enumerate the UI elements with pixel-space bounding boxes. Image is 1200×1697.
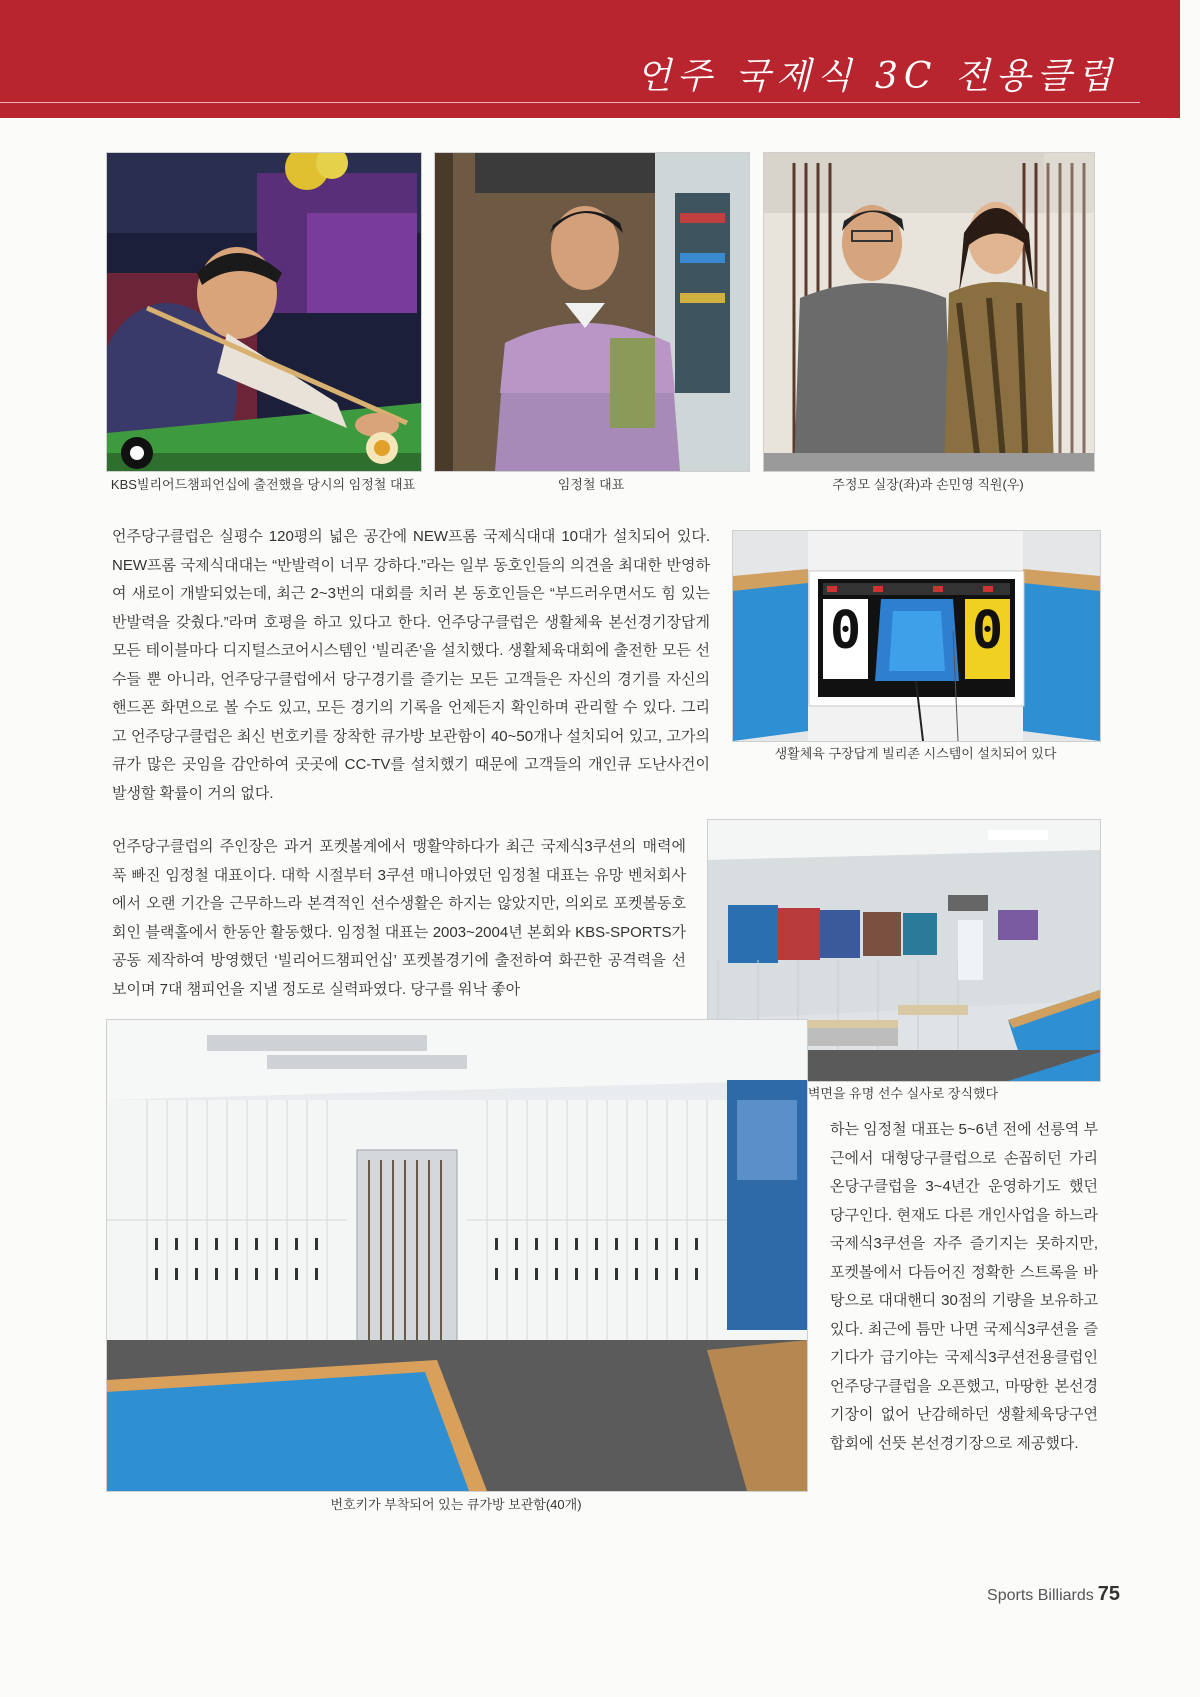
- photo-scoreboard-system: [732, 530, 1101, 742]
- header-divider: [0, 102, 1140, 103]
- photo-owner-portrait: [434, 152, 750, 472]
- caption-photo-4: 생활체육 구장답게 빌리존 시스템이 설치되어 있다: [774, 746, 1057, 761]
- photo-cue-lockers: [106, 1019, 808, 1492]
- caption-photo-5: 벽면을 유명 선수 실사로 장식했다: [807, 1086, 999, 1101]
- caption-photo-3: 주정모 실장(좌)과 손민영 직원(우): [832, 477, 1024, 492]
- magazine-name: Sports Billiards: [987, 1587, 1094, 1604]
- score-left: 0: [829, 601, 862, 661]
- article-paragraph-2: 언주당구클럽의 주인장은 과거 포켓볼계에서 맹활약하다가 최근 국제식3쿠션의 매력에 푹 빠진 임정철 대표이다. 대학 시절부터 3쿠션 매니아였던 임정철 대표는 유망 벤처회사에서 오랜 기간을 근무하느라 본격적인 선수생활은 하지는 않았지만, 의외로 포켓볼동호회인 블랙홀에서 한동안 활동했다. 임정철 대표는 2003~2004년 본회와 KBS-SPORTS가 공동 제작하여 방영했던 ‘빌리어드챔피언십’ 포켓볼경기에 출전하여 화끈한 공격력을 선보이며 7대 챔피언을 지낼 정도로 실력파였다. 당구를 워낙 좋아: [112, 838, 686, 998]
- caption-photo-6: 번호키가 부착되어 있는 큐가방 보관함(40개): [330, 1497, 582, 1512]
- score-right: 0: [971, 601, 1004, 661]
- page-number: 75: [1097, 1583, 1120, 1605]
- page-footer: [987, 1583, 1120, 1606]
- article-paragraph-1: 언주당구클럽은 실평수 120평의 넓은 공간에 NEW프롬 국제식대대 10대가 설치되어 있다. NEW프롬 국제식대대는 “반발력이 너무 강하다.”라는 일부 동호인들의 의견을 최대한 반영하여 새로이 개발되었는데, 최근 2~3번의 대회를 치러 본 동호인들은 “부드러우면서도 힘 있는 반발력을 갖췄다.”라며 호평을 하고 있다고 한다. 언주당구클럽은 생활체육 본선경기장답게 모든 테이블마다 디지털스코어시스템인 ‘빌리존’을 설치했다. 생활체육대회에 출전한 모든 선수들 뿐 아니라, 언주당구클럽에서 당구경기를 즐기는 모든 고객들은 자신의 경기를 자신의 핸드폰 화면으로 볼 수도 있고, 모든 경기의 기록을 언제든지 확인하며 관리할 수 있다. 그리고 언주당구클럽은 최신 번호키를 장착한 큐가방 보관함이 40~50개나 설치되어 있고, 고가의 큐가 많은 곳임을 감안하여 곳곳에 CC-TV를 설치했기 때문에 고객들의 개인큐 도난사건이 발생할 확률이 거의 없다.: [112, 528, 710, 802]
- caption-photo-2: 임정철 대표: [557, 477, 625, 492]
- header-title: 언주 국제식 3C 전용클럽: [636, 56, 1118, 97]
- caption-photo-1: KBS빌리어드챔피언십에 출전했을 당시의 임정철 대표: [110, 477, 416, 492]
- photo-player-shooting: [106, 152, 422, 472]
- article-paragraph-3: 하는 임정철 대표는 5~6년 전에 선릉역 부근에서 대형당구클럽으로 손꼽히던 가리온당구클럽을 3~4년간 운영하기도 했던 당구인다. 현재도 다른 개인사업을 하느라 국제식3쿠션을 자주 즐기지는 못하지만, 포켓볼에서 다듬어진 정확한 스트록을 바탕으로 대대핸디 30점의 기량을 보유하고 있다. 최근에 틈만 나면 국제식3쿠션을 즐기다가 급기야는 국제식3쿠션전용클럽인 언주당구클럽을 오픈했고, 마땅한 본선경기장이 없어 난감해하던 생활체육당구연합회에 선뜻 본선경기장으로 제공했다.: [830, 1121, 1098, 1452]
- header-band: [0, 0, 1180, 118]
- photo-staff-pair: [763, 152, 1095, 472]
